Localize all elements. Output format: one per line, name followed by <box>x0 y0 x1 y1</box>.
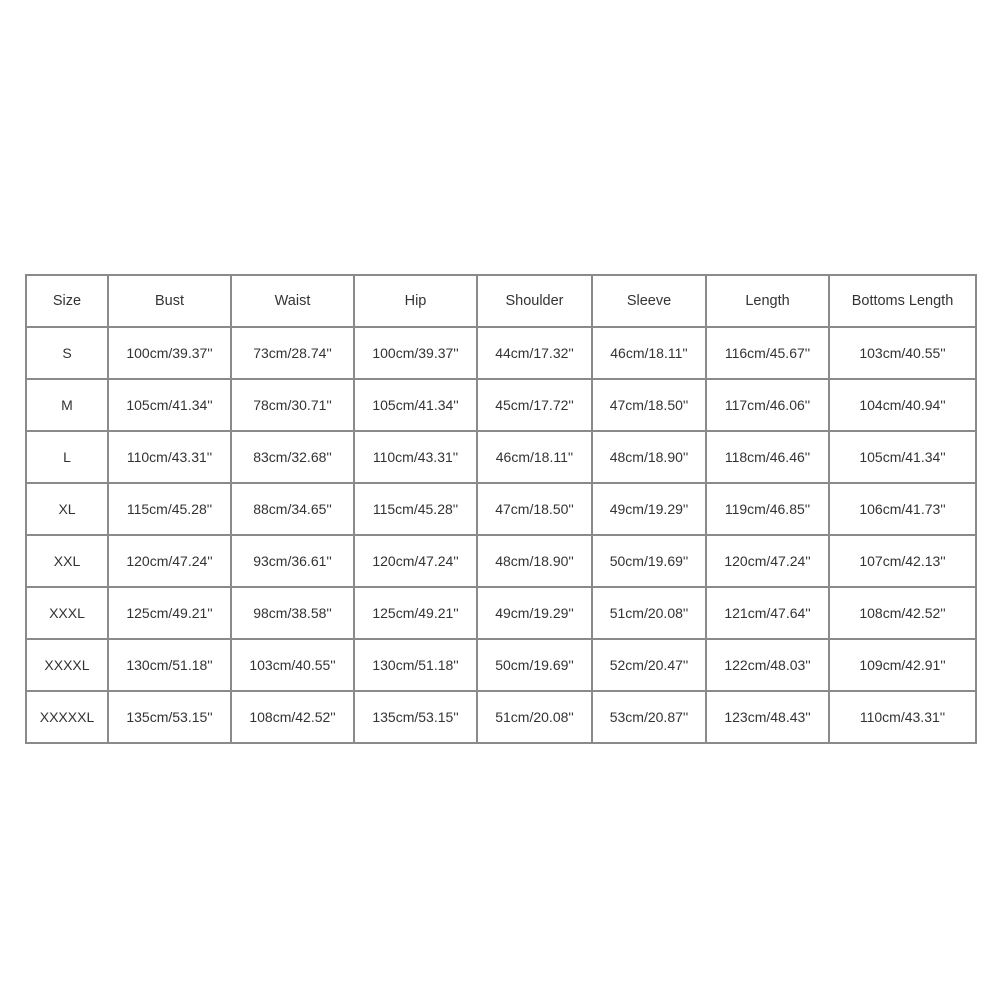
cell-length: 119cm/46.85'' <box>706 483 829 535</box>
cell-hip: 120cm/47.24'' <box>354 535 477 587</box>
cell-shoulder: 48cm/18.90'' <box>477 535 592 587</box>
cell-sleeve: 50cm/19.69'' <box>592 535 706 587</box>
table-row <box>26 691 976 743</box>
cell-sleeve: 51cm/20.08'' <box>592 587 706 639</box>
cell-sleeve: 48cm/18.90'' <box>592 431 706 483</box>
cell-bust: 130cm/51.18'' <box>108 639 231 691</box>
cell-bust: 115cm/45.28'' <box>108 483 231 535</box>
cell-hip: 125cm/49.21'' <box>354 587 477 639</box>
cell-length: 116cm/45.67'' <box>706 327 829 379</box>
cell-sleeve: 52cm/20.47'' <box>592 639 706 691</box>
cell-size: XXL <box>26 535 108 587</box>
table-row <box>26 483 976 535</box>
cell-size: XXXL <box>26 587 108 639</box>
cell-size: S <box>26 327 108 379</box>
cell-bottoms-length: 108cm/42.52'' <box>829 587 976 639</box>
cell-size: XXXXL <box>26 639 108 691</box>
cell-waist: 98cm/38.58'' <box>231 587 354 639</box>
header-waist: Waist <box>231 275 354 327</box>
cell-hip: 130cm/51.18'' <box>354 639 477 691</box>
cell-waist: 83cm/32.68'' <box>231 431 354 483</box>
cell-size: XL <box>26 483 108 535</box>
table-row <box>26 327 976 379</box>
cell-waist: 88cm/34.65'' <box>231 483 354 535</box>
cell-waist: 93cm/36.61'' <box>231 535 354 587</box>
header-hip: Hip <box>354 275 477 327</box>
table-row <box>26 639 976 691</box>
cell-bust: 120cm/47.24'' <box>108 535 231 587</box>
cell-bust: 105cm/41.34'' <box>108 379 231 431</box>
cell-bottoms-length: 103cm/40.55'' <box>829 327 976 379</box>
cell-size: M <box>26 379 108 431</box>
table-header <box>26 275 976 327</box>
cell-length: 118cm/46.46'' <box>706 431 829 483</box>
cell-hip: 100cm/39.37'' <box>354 327 477 379</box>
cell-shoulder: 44cm/17.32'' <box>477 327 592 379</box>
cell-waist: 78cm/30.71'' <box>231 379 354 431</box>
table-body <box>26 327 976 743</box>
cell-bust: 110cm/43.31'' <box>108 431 231 483</box>
cell-bottoms-length: 109cm/42.91'' <box>829 639 976 691</box>
cell-size: L <box>26 431 108 483</box>
cell-hip: 135cm/53.15'' <box>354 691 477 743</box>
cell-bottoms-length: 106cm/41.73'' <box>829 483 976 535</box>
cell-waist: 73cm/28.74'' <box>231 327 354 379</box>
cell-bottoms-length: 105cm/41.34'' <box>829 431 976 483</box>
table-row <box>26 587 976 639</box>
header-length: Length <box>706 275 829 327</box>
cell-waist: 108cm/42.52'' <box>231 691 354 743</box>
cell-shoulder: 50cm/19.69'' <box>477 639 592 691</box>
cell-shoulder: 47cm/18.50'' <box>477 483 592 535</box>
cell-shoulder: 46cm/18.11'' <box>477 431 592 483</box>
cell-length: 123cm/48.43'' <box>706 691 829 743</box>
header-sleeve: Sleeve <box>592 275 706 327</box>
cell-hip: 115cm/45.28'' <box>354 483 477 535</box>
cell-bottoms-length: 104cm/40.94'' <box>829 379 976 431</box>
cell-sleeve: 49cm/19.29'' <box>592 483 706 535</box>
cell-length: 121cm/47.64'' <box>706 587 829 639</box>
header-row <box>26 275 976 327</box>
cell-size: XXXXXL <box>26 691 108 743</box>
cell-hip: 110cm/43.31'' <box>354 431 477 483</box>
table-row <box>26 535 976 587</box>
header-size: Size <box>26 275 108 327</box>
header-bust: Bust <box>108 275 231 327</box>
header-shoulder: Shoulder <box>477 275 592 327</box>
cell-bottoms-length: 110cm/43.31'' <box>829 691 976 743</box>
cell-waist: 103cm/40.55'' <box>231 639 354 691</box>
cell-length: 122cm/48.03'' <box>706 639 829 691</box>
cell-length: 120cm/47.24'' <box>706 535 829 587</box>
cell-sleeve: 46cm/18.11'' <box>592 327 706 379</box>
cell-length: 117cm/46.06'' <box>706 379 829 431</box>
cell-hip: 105cm/41.34'' <box>354 379 477 431</box>
cell-sleeve: 53cm/20.87'' <box>592 691 706 743</box>
cell-bottoms-length: 107cm/42.13'' <box>829 535 976 587</box>
cell-shoulder: 51cm/20.08'' <box>477 691 592 743</box>
cell-bust: 135cm/53.15'' <box>108 691 231 743</box>
table-row <box>26 431 976 483</box>
table-row <box>26 379 976 431</box>
cell-bust: 125cm/49.21'' <box>108 587 231 639</box>
header-bottoms-length: Bottoms Length <box>829 275 976 327</box>
cell-bust: 100cm/39.37'' <box>108 327 231 379</box>
size-chart-table <box>25 274 977 744</box>
cell-shoulder: 49cm/19.29'' <box>477 587 592 639</box>
cell-shoulder: 45cm/17.72'' <box>477 379 592 431</box>
cell-sleeve: 47cm/18.50'' <box>592 379 706 431</box>
